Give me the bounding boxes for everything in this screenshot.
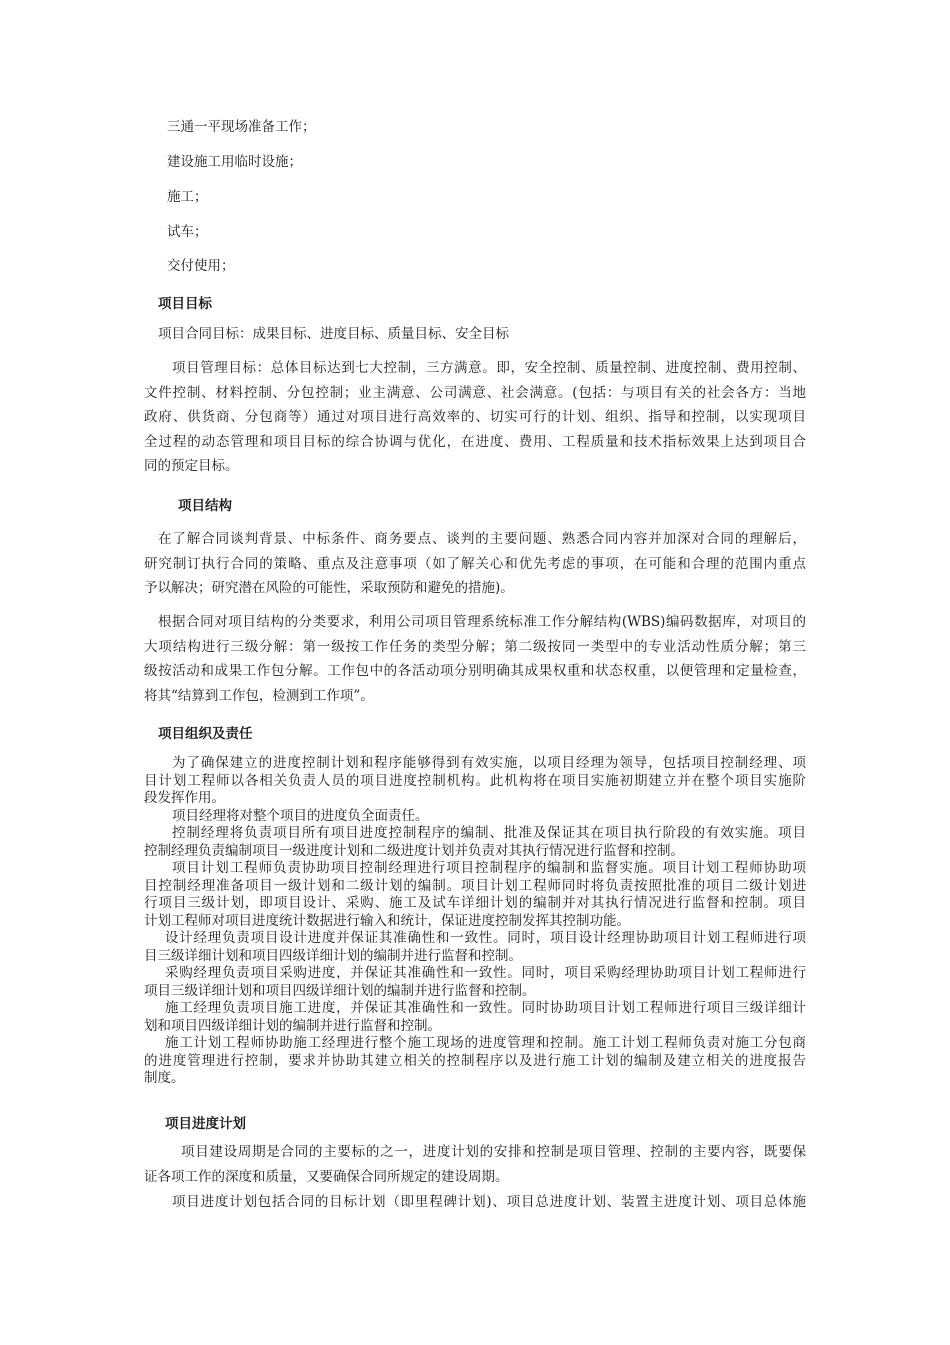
paragraph-line: 根据合同对项目结构的分类要求，利用公司项目管理系统标准工作分解结构(WBS)编码数据库，对项目的 bbox=[158, 614, 806, 630]
paragraph-line: 在了解合同谈判背景、中标条件、商务要点、谈判的主要问题、熟悉合同内容并加深对合同的理解后， bbox=[158, 531, 806, 547]
contract-goals-text: 项目合同目标：成果目标、进度目标、质量目标、安全目标 bbox=[158, 326, 509, 342]
paragraph-line: 目计划工程师以各相关负责人员的项目进度控制机构。此机构将在项目实施初期建立并在整个项目实施阶 bbox=[144, 772, 806, 789]
paragraph-line: 采购经理负责项目采购进度，并保证其准确性和一致性。同时，项目采购经理协助项目计划工程师进行 bbox=[165, 965, 806, 981]
paragraph-line: 目三级详细计划和项目四级详细计划的编制并进行监督和控制。 bbox=[144, 947, 522, 964]
list-item: 交付使用； bbox=[167, 258, 235, 274]
organization-paragraphs bbox=[144, 755, 806, 1088]
paragraph-line: 行项目三级计划，即项目设计、采购、施工及试车详细计划的编制并对其执行情况进行监督和控制。项目 bbox=[144, 895, 806, 911]
list-item: 三通一平现场准备工作； bbox=[167, 119, 316, 135]
paragraph-line: 控制经理负责编制项目一级进度计划和二级进度计划并负责对其执行情况进行监督和控制。 bbox=[144, 842, 684, 859]
paragraph-line: 证各项工作的深度和质量，又要确保合同所规定的建设周期。 bbox=[144, 1168, 509, 1185]
paragraph-line: 大项结构进行三级分解：第一级按工作任务的类型分解；第二级按同一类型中的专业活动性质分解；第三 bbox=[144, 638, 806, 655]
structure-paragraph-1 bbox=[144, 527, 806, 601]
paragraph-line: 计划工程师对项目进度统计数据进行输入和统计，保证进度控制发挥其控制功能。 bbox=[144, 912, 630, 929]
paragraph-line: 将其“结算到工作包，检测到工作项”。 bbox=[144, 687, 374, 704]
paragraph-line: 项目计划工程师负责协助项目控制经理进行项目控制程序的编制和监督实施。项目计划工程师协助项 bbox=[172, 860, 806, 876]
structure-paragraph-2 bbox=[144, 610, 806, 708]
paragraph-line: 级按活动和成果工作包分解。工作包中的各活动项分别明确其成果权重和状态权重，以便管理和定量检查， bbox=[144, 663, 806, 679]
section-heading-goals: 项目目标 bbox=[158, 296, 212, 312]
paragraph-line: 施工计划工程师协助施工经理进行整个施工现场的进度管理和控制。施工计划工程师负责对施工分包商 bbox=[165, 1035, 806, 1051]
paragraph-line: 为了确保建立的进度控制计划和程序能够得到有效实施，以项目经理为领导，包括项目控制经理、项 bbox=[172, 755, 806, 771]
paragraph-line: 同的预定目标。 bbox=[144, 458, 239, 474]
list-item: 施工； bbox=[167, 189, 208, 205]
schedule-paragraph-1 bbox=[144, 1140, 806, 1189]
paragraph-line: 的进度管理进行控制，要求并协助其建立相关的控制程序以及进行施工计划的编制及建立相关的进度报告 bbox=[144, 1052, 806, 1069]
list-item: 建设施工用临时设施； bbox=[167, 154, 302, 170]
paragraph-line: 段发挥作用。 bbox=[144, 790, 225, 806]
paragraph-line: 施工经理负责项目施工进度，并保证其准确性和一致性。同时协助项目计划工程师进行项目三级详细计 bbox=[165, 1000, 806, 1016]
paragraph-line: 控制经理将负责项目所有项目进度控制程序的编制、批准及保证其在项目执行阶段的有效实施。项目 bbox=[172, 825, 806, 841]
section-heading-organization: 项目组织及责任 bbox=[158, 726, 253, 742]
schedule-paragraph-2 bbox=[144, 1190, 806, 1215]
paragraph-line: 项目管理目标：总体目标达到七大控制，三方满意。即，安全控制、质量控制、进度控制、费用控制、 bbox=[172, 360, 806, 376]
paragraph-line: 项目进度计划包括合同的目标计划（即里程碑计划)、项目总进度计划、装置主进度计划、项目总体施 bbox=[172, 1194, 806, 1210]
paragraph-line: 制度。 bbox=[144, 1070, 185, 1086]
paragraph-line: 目控制经理准备项目一级计划和二级计划的编制。项目计划工程师同时将负责按照批准的项目二级计划进 bbox=[144, 877, 806, 894]
paragraph-line: 政府、供货商、分包商等）通过对项目进行高效率的、切实可行的计划、组织、指导和控制，以实现项目 bbox=[144, 409, 806, 425]
paragraph-line: 项目建设周期是合同的主要标的之一，进度计划的安排和控制是项目管理、控制的主要内容，既要保 bbox=[181, 1144, 806, 1160]
paragraph-line: 研究制订执行合同的策略、重点及注意事项（如了解关心和优先考虑的事项，在可能和合理的范围内重点 bbox=[144, 555, 806, 572]
section-heading-schedule: 项目进度计划 bbox=[165, 1116, 246, 1132]
list-item: 试车； bbox=[167, 224, 208, 240]
paragraph-line: 划和项目四级详细计划的编制并进行监督和控制。 bbox=[144, 1017, 441, 1034]
paragraph-line: 予以解决；研究潜在风险的可能性，采取预防和避免的措施)。 bbox=[144, 580, 514, 596]
paragraph-line: 全过程的动态管理和项目目标的综合协调与优化，在进度、费用、工程质量和技术指标效果上达到项目合 bbox=[144, 433, 806, 450]
paragraph-line: 项目经理将对整个项目的进度负全面责任。 bbox=[172, 807, 429, 824]
paragraph-line: 设计经理负责项目设计进度并保证其准确性和一致性。同时，项目设计经理协助项目计划工程师进行项 bbox=[165, 930, 806, 946]
paragraph-line: 项目三级详细计划和项目四级详细计划的编制并进行监督和控制。 bbox=[144, 982, 536, 999]
management-goals-paragraph bbox=[144, 356, 806, 479]
section-heading-structure: 项目结构 bbox=[178, 498, 232, 514]
paragraph-line: 文件控制、材料控制、分包控制；业主满意、公司满意、社会满意。(包括：与项目有关的社会各方：当地 bbox=[144, 384, 806, 401]
